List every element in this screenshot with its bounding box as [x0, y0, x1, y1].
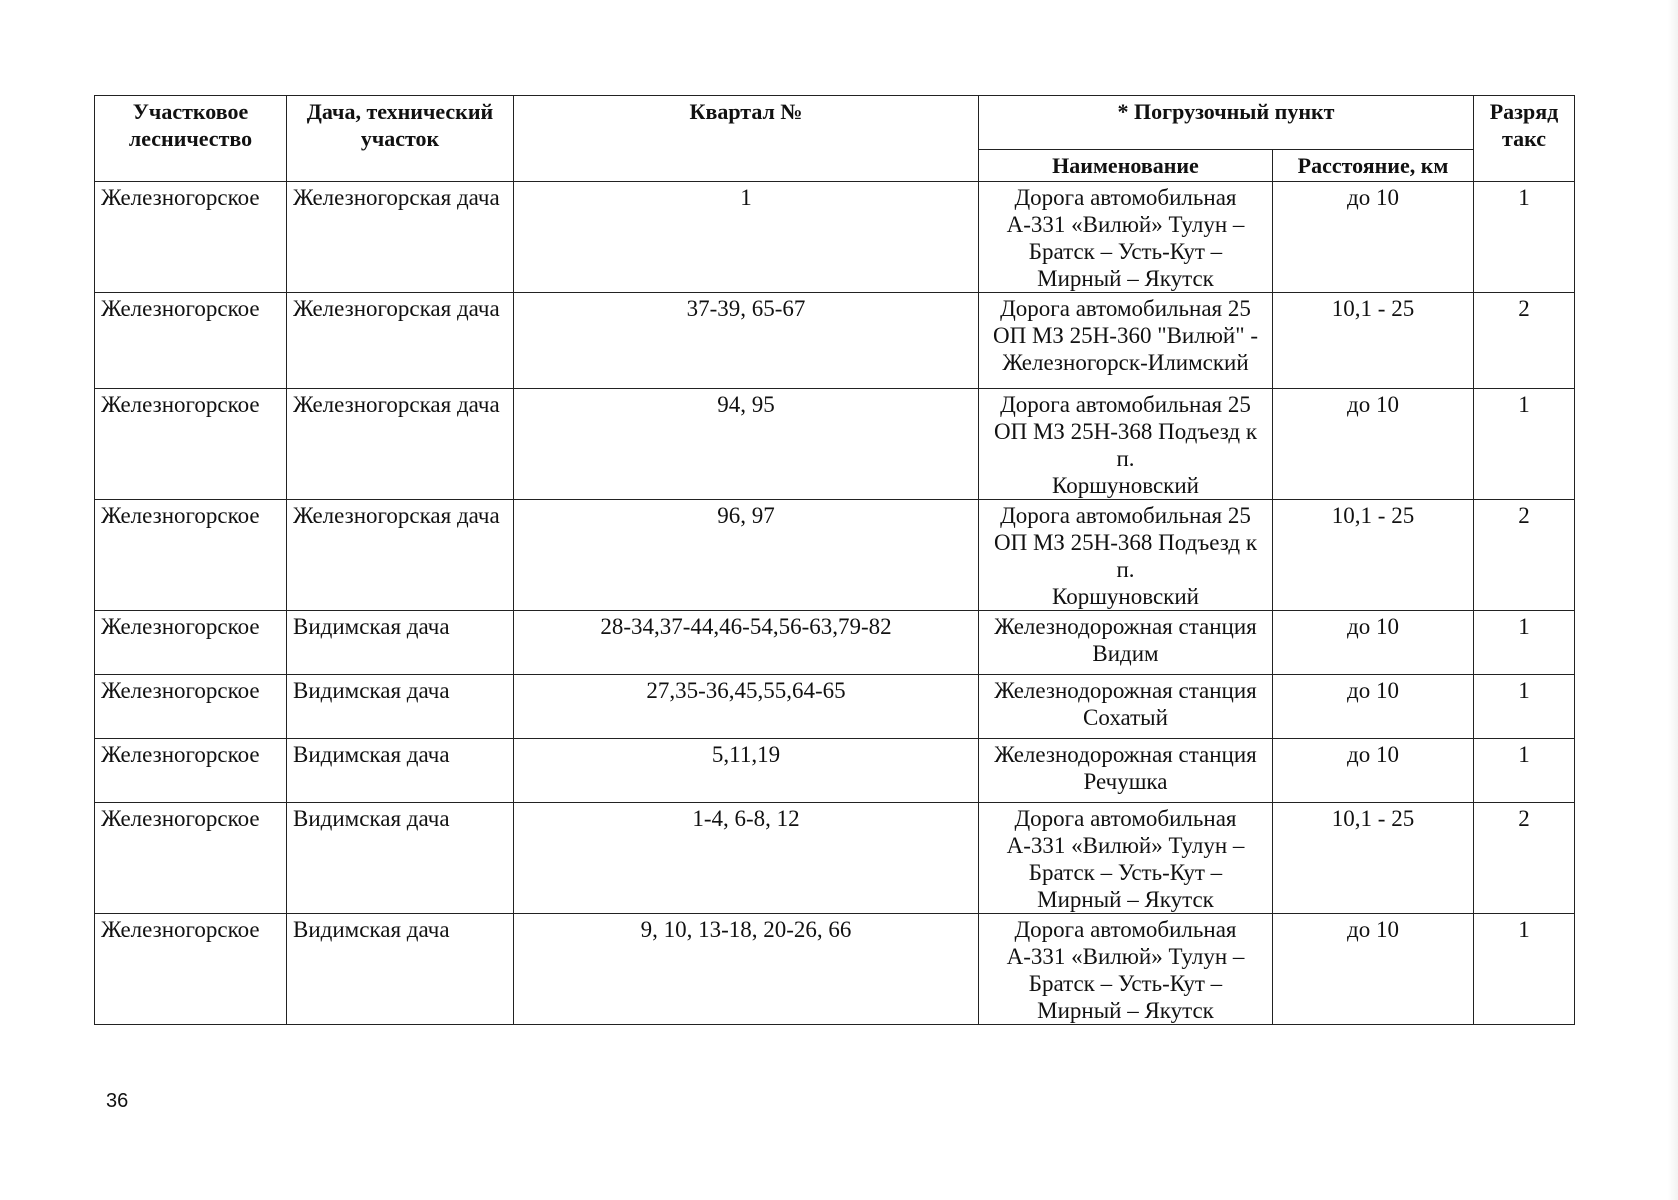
- cell-distance: 10,1 - 25: [1273, 293, 1474, 389]
- table-row: [95, 389, 1575, 500]
- cell-quarter: 28-34,37-44,46-54,56-63,79-82: [514, 611, 979, 675]
- cell-forestry: Железногорское: [95, 293, 287, 389]
- cell-forestry: Железногорское: [95, 739, 287, 803]
- table-row: [95, 500, 1575, 611]
- table-row: [95, 739, 1575, 803]
- cell-quarter: 1-4, 6-8, 12: [514, 803, 979, 914]
- page-edge-shadow: [1668, 0, 1678, 1200]
- header-forestry: Участковое лесничество: [95, 96, 287, 182]
- cell-forestry: Железногорское: [95, 803, 287, 914]
- cell-distance: до 10: [1273, 675, 1474, 739]
- cell-distance: 10,1 - 25: [1273, 803, 1474, 914]
- cell-loading-point-name: Дорога автомобильная А-331 «Вилюй» Тулун – Братск – Усть-Кут – Мирный – Якутск: [979, 182, 1273, 293]
- cell-loading-point-name: Дорога автомобильная А-331 «Вилюй» Тулун – Братск – Усть-Кут – Мирный – Якутск: [979, 803, 1273, 914]
- cell-distance: 10,1 - 25: [1273, 500, 1474, 611]
- header-quarter: Квартал №: [514, 96, 979, 182]
- header-dacha: Дача, технический участок: [287, 96, 514, 182]
- table-row: [95, 293, 1575, 389]
- table-row: [95, 803, 1575, 914]
- cell-rank: 2: [1474, 293, 1575, 389]
- cell-rank: 1: [1474, 389, 1575, 500]
- cell-dacha: Железногорская дача: [287, 293, 514, 389]
- cell-distance: до 10: [1273, 611, 1474, 675]
- header-loading-point: * Погрузочный пункт: [979, 96, 1474, 150]
- cell-quarter: 27,35-36,45,55,64-65: [514, 675, 979, 739]
- table-row: [95, 914, 1575, 1025]
- cell-quarter: 1: [514, 182, 979, 293]
- cell-distance: до 10: [1273, 914, 1474, 1025]
- header-rank: Разряд такс: [1474, 96, 1575, 182]
- cell-forestry: Железногорское: [95, 500, 287, 611]
- cell-quarter: 9, 10, 13-18, 20-26, 66: [514, 914, 979, 1025]
- page-number: 36: [106, 1090, 129, 1112]
- cell-rank: 1: [1474, 675, 1575, 739]
- cell-forestry: Железногорское: [95, 182, 287, 293]
- cell-forestry: Железногорское: [95, 675, 287, 739]
- cell-quarter: 37-39, 65-67: [514, 293, 979, 389]
- loading-points-table: [94, 95, 1575, 1025]
- cell-rank: 1: [1474, 914, 1575, 1025]
- cell-loading-point-name: Дорога автомобильная 25 ОП МЗ 25Н-368 Подъезд к п. Коршуновский: [979, 500, 1273, 611]
- header-name: Наименование: [979, 150, 1273, 182]
- cell-rank: 1: [1474, 182, 1575, 293]
- table-row: [95, 675, 1575, 739]
- cell-forestry: Железногорское: [95, 914, 287, 1025]
- cell-quarter: 94, 95: [514, 389, 979, 500]
- cell-loading-point-name: Железнодорожная станция Видим: [979, 611, 1273, 675]
- cell-quarter: 5,11,19: [514, 739, 979, 803]
- header-distance: Расстояние, км: [1273, 150, 1474, 182]
- cell-loading-point-name: Дорога автомобильная 25 ОП МЗ 25Н-368 Подъезд к п. Коршуновский: [979, 389, 1273, 500]
- cell-rank: 1: [1474, 739, 1575, 803]
- cell-loading-point-name: Железнодорожная станция Сохатый: [979, 675, 1273, 739]
- cell-dacha: Железногорская дача: [287, 389, 514, 500]
- cell-distance: до 10: [1273, 739, 1474, 803]
- cell-quarter: 96, 97: [514, 500, 979, 611]
- cell-rank: 2: [1474, 500, 1575, 611]
- cell-dacha: Железногорская дача: [287, 500, 514, 611]
- cell-dacha: Видимская дача: [287, 739, 514, 803]
- table-header: [95, 96, 1575, 182]
- cell-dacha: Видимская дача: [287, 675, 514, 739]
- cell-dacha: Видимская дача: [287, 611, 514, 675]
- cell-distance: до 10: [1273, 389, 1474, 500]
- cell-forestry: Железногорское: [95, 611, 287, 675]
- cell-distance: до 10: [1273, 182, 1474, 293]
- cell-dacha: Видимская дача: [287, 914, 514, 1025]
- table-row: [95, 182, 1575, 293]
- table-row: [95, 611, 1575, 675]
- cell-rank: 1: [1474, 611, 1575, 675]
- cell-forestry: Железногорское: [95, 389, 287, 500]
- cell-loading-point-name: Дорога автомобильная А-331 «Вилюй» Тулун – Братск – Усть-Кут – Мирный – Якутск: [979, 914, 1273, 1025]
- cell-loading-point-name: Дорога автомобильная 25 ОП МЗ 25Н-360 "Вилюй" - Железногорск-Илимский: [979, 293, 1273, 389]
- table-body: [95, 182, 1575, 1025]
- cell-rank: 2: [1474, 803, 1575, 914]
- cell-dacha: Железногорская дача: [287, 182, 514, 293]
- cell-loading-point-name: Железнодорожная станция Речушка: [979, 739, 1273, 803]
- cell-dacha: Видимская дача: [287, 803, 514, 914]
